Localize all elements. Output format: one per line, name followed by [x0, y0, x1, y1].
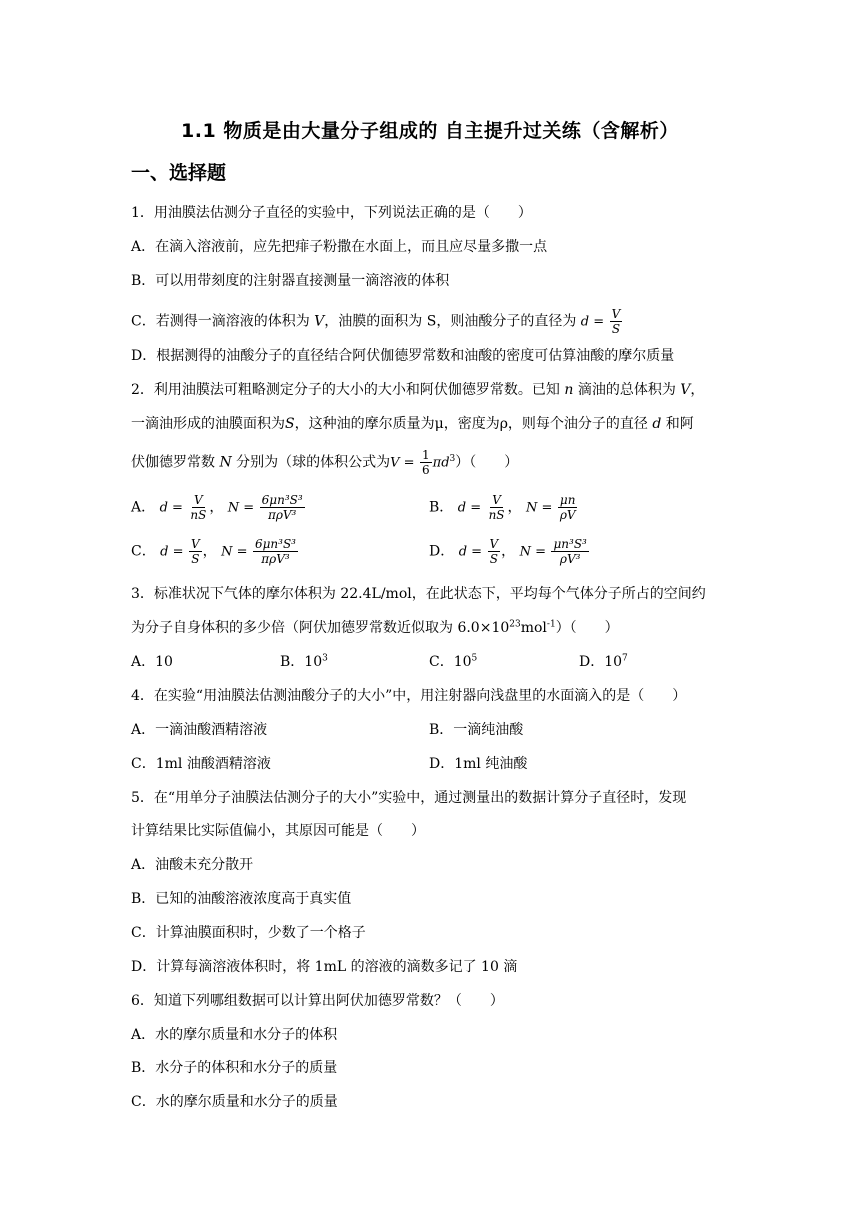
q2-d-n-den: ρV³	[559, 552, 581, 566]
q2-c-d-den: S	[191, 552, 200, 566]
q2-stem-line-1	[131, 380, 704, 400]
q1-option-a: A．在滴入溶液前，应先把痱子粉撒在水面上，而且应尽量多撒一点	[131, 239, 548, 255]
q5-stem-line-2: 计算结果比实际值偏小，其原因可能是（ ）	[131, 823, 425, 839]
q2-option-b	[429, 493, 579, 522]
q2-b-d-frac	[487, 493, 507, 522]
q2-stem-line-2	[131, 414, 694, 434]
q2-d-d-num: V	[489, 537, 499, 551]
q2-b-n-den: ρV	[559, 508, 576, 522]
q2-l3-pid: πd	[432, 455, 450, 471]
q1-option-d: D．根据测得的油酸分子的直径结合阿伏伽德罗常数和油酸的密度可估算油酸的摩尔质量	[131, 348, 675, 364]
q2-b-d-num: V	[492, 493, 501, 507]
q3-d-text: D．10	[579, 654, 623, 670]
q4-option-d: D．1ml 纯油酸	[429, 756, 528, 772]
q2-c-comma: ，	[202, 543, 217, 560]
q2-option-c	[131, 537, 299, 566]
q2-d-d-eq: d =	[458, 544, 483, 560]
q2-b-n-num: μn	[559, 493, 576, 507]
q3-option-d	[579, 652, 628, 672]
q2-l1-text-b: 滴油的总体积为	[577, 382, 676, 398]
q2-l1-text-c: ，	[690, 382, 705, 398]
q1-c-text-1: C．若测得一滴溶液的体积为	[131, 313, 310, 330]
q2-l2-text-a: 一滴油形成的油膜面积为	[131, 416, 285, 432]
q4-option-a: A．一滴油酸酒精溶液	[131, 722, 268, 738]
q5-option-d: D．计算每滴溶液体积时，将 1mL 的溶液的滴数多记了 10 滴	[131, 959, 518, 975]
q6-stem: 6．知道下列哪组数据可以计算出阿伏加德罗常数？（ ）	[131, 993, 504, 1009]
q3-c-text: C．10	[429, 654, 472, 670]
q2-option-a	[131, 493, 306, 522]
q3-l2-sup-2: -1	[546, 619, 556, 630]
q2-a-d-num: V	[194, 493, 203, 507]
q2-l3-sup: 3	[449, 453, 456, 464]
q1-c-d-eq: d =	[580, 314, 605, 330]
q5-option-b: B．已知的油酸溶液浓度高于真实值	[131, 891, 352, 907]
q2-l3-fraction	[420, 448, 432, 477]
q4-option-c: C．1ml 油酸酒精溶液	[131, 756, 271, 772]
q1-c-frac-den: S	[611, 322, 621, 336]
q3-l2-sup-1: 23	[509, 619, 521, 630]
q2-l3-var-n: N	[219, 454, 232, 471]
q2-a-n-frac	[260, 493, 305, 522]
q1-c-var-v: V	[314, 313, 325, 330]
q2-a-n-den: πρV³	[267, 508, 297, 522]
q2-b-comma: ，	[507, 499, 522, 516]
q1-c-text-2: ，油膜的面积为 S，则油酸分子的直径为	[324, 313, 577, 330]
q2-option-d	[429, 537, 590, 566]
q4-stem: 4．在实验“用油膜法估测油酸分子的大小”中，用注射器向浅盘里的水面滴入的是（ ）	[131, 688, 687, 704]
q2-l2-text-b: ，这种油的摩尔质量为μ，密度为ρ，则每个油分子的直径	[294, 416, 648, 432]
q3-option-a: A．10	[131, 654, 173, 670]
q6-option-b: B．水分子的体积和水分子的质量	[131, 1060, 338, 1076]
q3-l2-text-c: ）（ ）	[555, 620, 619, 636]
q2-a-label: A．	[131, 499, 156, 516]
q2-b-label: B．	[429, 499, 454, 516]
q2-c-d-frac	[189, 537, 202, 566]
q2-l3-text-c: ）（ ）	[455, 454, 519, 471]
q3-option-b	[280, 652, 328, 672]
q2-l3-frac-den: 6	[422, 463, 430, 477]
q2-a-d-frac	[188, 493, 208, 522]
q2-d-d-frac	[488, 537, 501, 566]
q2-l2-var-d: d	[652, 416, 662, 432]
q3-option-c	[429, 652, 477, 672]
q2-c-n-eq: N =	[221, 544, 248, 560]
q3-d-sup: 7	[622, 653, 628, 664]
q2-b-d-den: nS	[488, 508, 505, 522]
q2-a-d-eq: d =	[159, 500, 183, 516]
q3-b-sup: 3	[322, 653, 328, 664]
q2-l1-text-a: 2．利用油膜法可粗略测定分子的大小的大小和阿伏伽德罗常数。已知	[131, 382, 560, 398]
q2-stem-line-3	[131, 448, 518, 477]
q3-l2-text-a: 为分子自身体积的多少倍（阿伏加德罗常数近似取为 6.0×10	[131, 620, 510, 636]
q2-a-n-num: 6μn³S³	[261, 493, 303, 507]
q5-stem-line-1: 5．在“用单分子油膜法估测分子的大小”实验中，通过测量出的数据计算分子直径时，发现	[131, 790, 687, 806]
q1-option-b: B．可以用带刻度的注射器直接测量一滴溶液的体积	[131, 273, 450, 289]
q2-l3-frac-num: 1	[422, 448, 430, 462]
q2-c-n-num: 6μn³S³	[254, 537, 296, 551]
q2-l1-var-n: n	[564, 382, 574, 398]
q2-b-d-eq: d =	[457, 500, 482, 516]
q1-stem: 1．用油膜法估测分子直径的实验中，下列说法正确的是（ ）	[131, 205, 532, 221]
q5-option-a: A．油酸未充分散开	[131, 857, 254, 873]
q4-option-b: B．一滴纯油酸	[429, 722, 524, 738]
q2-l2-text-c: 和阿	[665, 416, 694, 432]
q6-option-a: A．水的摩尔质量和水分子的体积	[131, 1027, 338, 1043]
q3-stem-line-2	[131, 618, 619, 638]
q3-b-text: B．10	[280, 654, 323, 670]
q2-d-n-eq: N =	[519, 544, 547, 560]
q2-d-label: D．	[429, 543, 455, 560]
q2-l3-v-eq: V =	[390, 455, 415, 471]
q2-a-d-den: nS	[190, 508, 207, 522]
q2-l3-text-b: 分别为（球的体积公式为	[236, 454, 391, 471]
q2-l1-var-v: V	[680, 382, 691, 398]
q2-l3-text-a: 伏伽德罗常数	[131, 454, 215, 471]
page-title: 1.1 物质是由大量分子组成的 自主提升过关练（含解析）	[181, 120, 679, 142]
q2-c-n-frac	[253, 537, 298, 566]
q3-c-sup: 5	[471, 653, 478, 664]
q2-d-n-frac	[551, 537, 588, 566]
q2-c-n-den: πρV³	[261, 552, 290, 566]
q2-c-label: C．	[131, 543, 156, 560]
q2-a-comma: ，	[209, 499, 224, 516]
q6-option-c: C．水的摩尔质量和水分子的质量	[131, 1094, 338, 1110]
q2-c-d-eq: d =	[160, 544, 184, 560]
q1-c-fraction	[610, 307, 623, 336]
q3-l2-text-b: mol	[520, 620, 547, 636]
q1-option-c	[131, 307, 623, 336]
q2-c-d-num: V	[190, 537, 200, 551]
q5-option-c: C．计算油膜面积时，少数了一个格子	[131, 925, 366, 941]
q2-d-d-den: S	[489, 552, 498, 566]
section-heading: 一、选择题	[131, 162, 227, 184]
q3-stem-line-1: 3．标准状况下气体的摩尔体积为 22.4L/mol，在此状态下，平均每个气体分子所占的空间约	[131, 586, 706, 602]
q2-a-n-eq: N =	[227, 500, 255, 516]
q2-b-n-frac	[558, 493, 578, 522]
q2-l2-var-s: S	[285, 416, 295, 432]
q2-b-n-eq: N =	[525, 500, 553, 516]
q1-c-frac-num: V	[611, 307, 621, 321]
q2-d-comma: ，	[501, 543, 516, 560]
q2-d-n-num: μn³S³	[553, 537, 587, 551]
